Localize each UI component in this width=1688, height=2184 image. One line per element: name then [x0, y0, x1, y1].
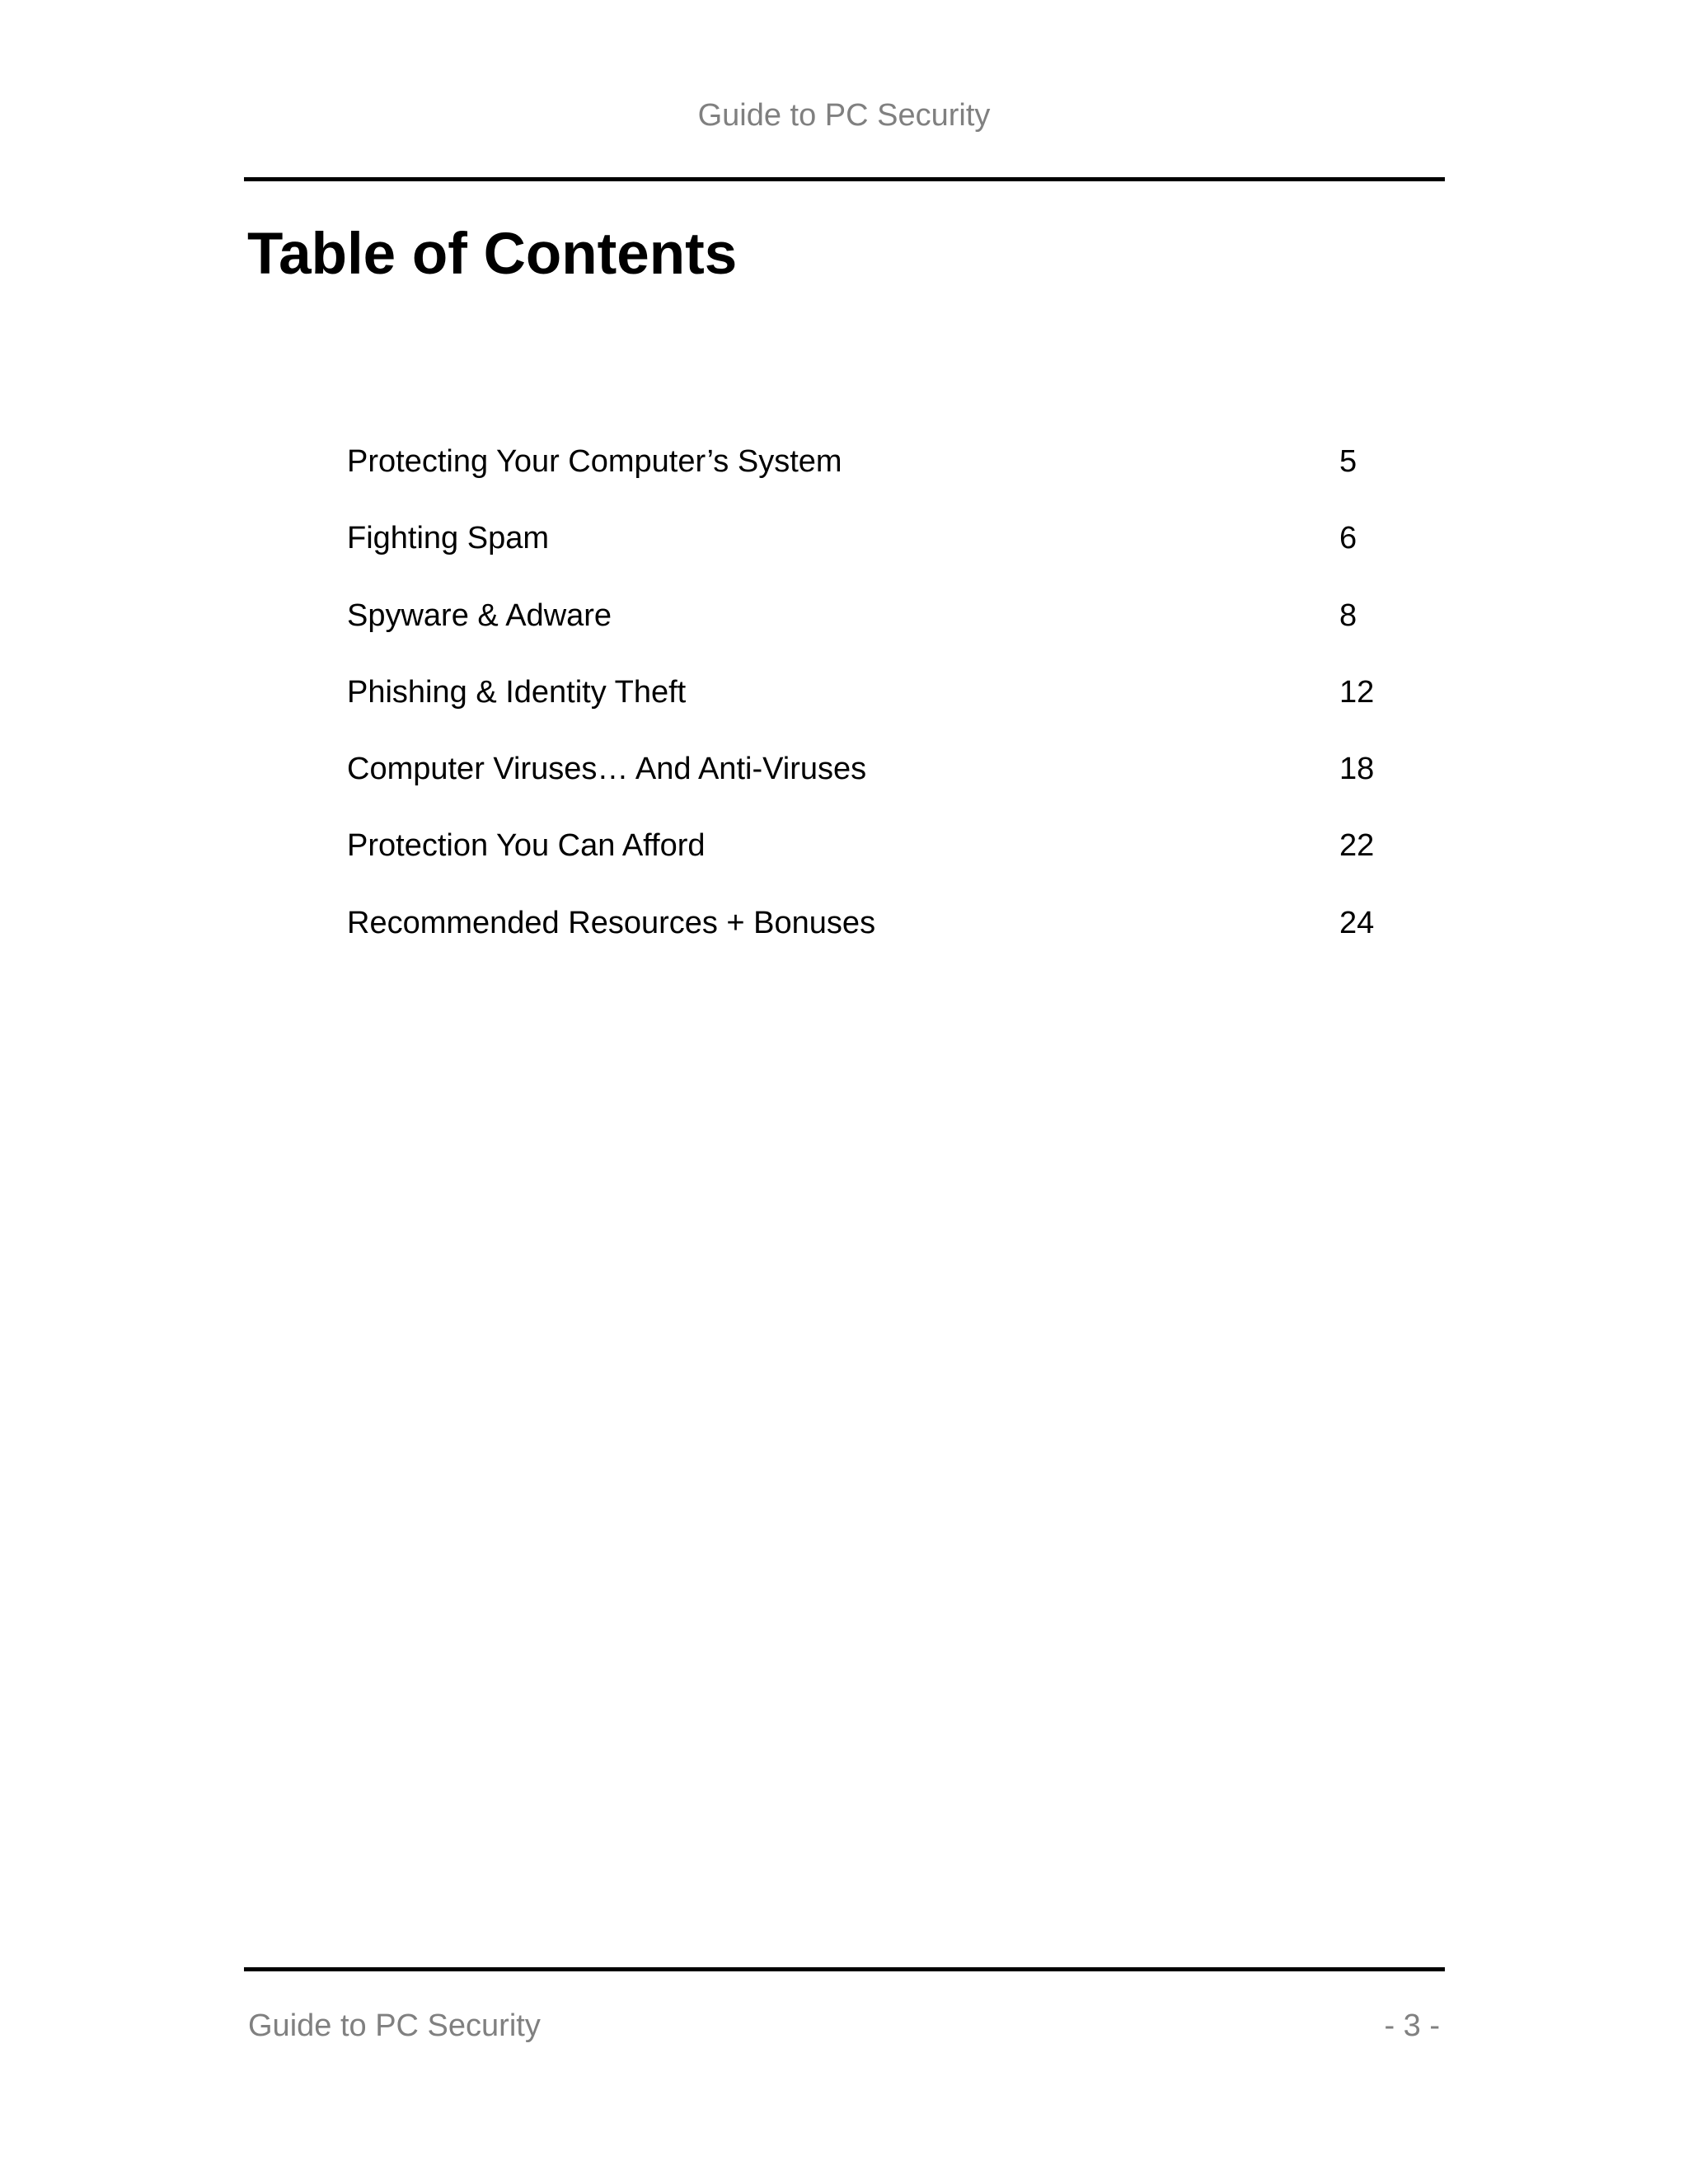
toc-entry-page-number: 24: [1339, 905, 1375, 940]
toc-entry-page-number: 8: [1339, 598, 1357, 633]
toc-entry[interactable]: [347, 821, 1418, 898]
toc-entry[interactable]: [347, 591, 1418, 668]
footer-divider: [244, 1967, 1445, 1971]
toc-entry-page-number: 12: [1339, 674, 1375, 710]
toc-entry-label: Protection You Can Afford: [347, 828, 706, 864]
running-footer-title: Guide to PC Security: [248, 2008, 541, 2043]
toc-entry[interactable]: [347, 744, 1418, 821]
toc-entry-label: Fighting Spam: [347, 521, 550, 556]
toc-entry-page-number: 18: [1339, 752, 1375, 787]
toc-entry-label: Computer Viruses… And Anti-Viruses: [347, 752, 867, 787]
toc-entry[interactable]: [347, 513, 1418, 590]
header-divider: [244, 177, 1445, 181]
toc-entry-label: Spyware & Adware: [347, 598, 612, 633]
toc-entry-page-number: 22: [1339, 828, 1375, 864]
toc-entry-page-number: 5: [1339, 444, 1357, 479]
toc-entry-label: Protecting Your Computer’s System: [347, 444, 842, 479]
toc-entry[interactable]: [347, 898, 1418, 975]
page-title: Table of Contents: [247, 222, 738, 287]
running-header: Guide to PC Security: [697, 98, 991, 133]
toc-entry-page-number: 6: [1339, 521, 1357, 556]
toc-entry-label: Recommended Resources + Bonuses: [347, 905, 876, 940]
toc-entry[interactable]: [347, 437, 1418, 513]
toc-entry[interactable]: [347, 668, 1418, 744]
toc-list: [347, 437, 1418, 975]
page-number: - 3 -: [1384, 2008, 1440, 2043]
toc-entry-label: Phishing & Identity Theft: [347, 674, 687, 710]
